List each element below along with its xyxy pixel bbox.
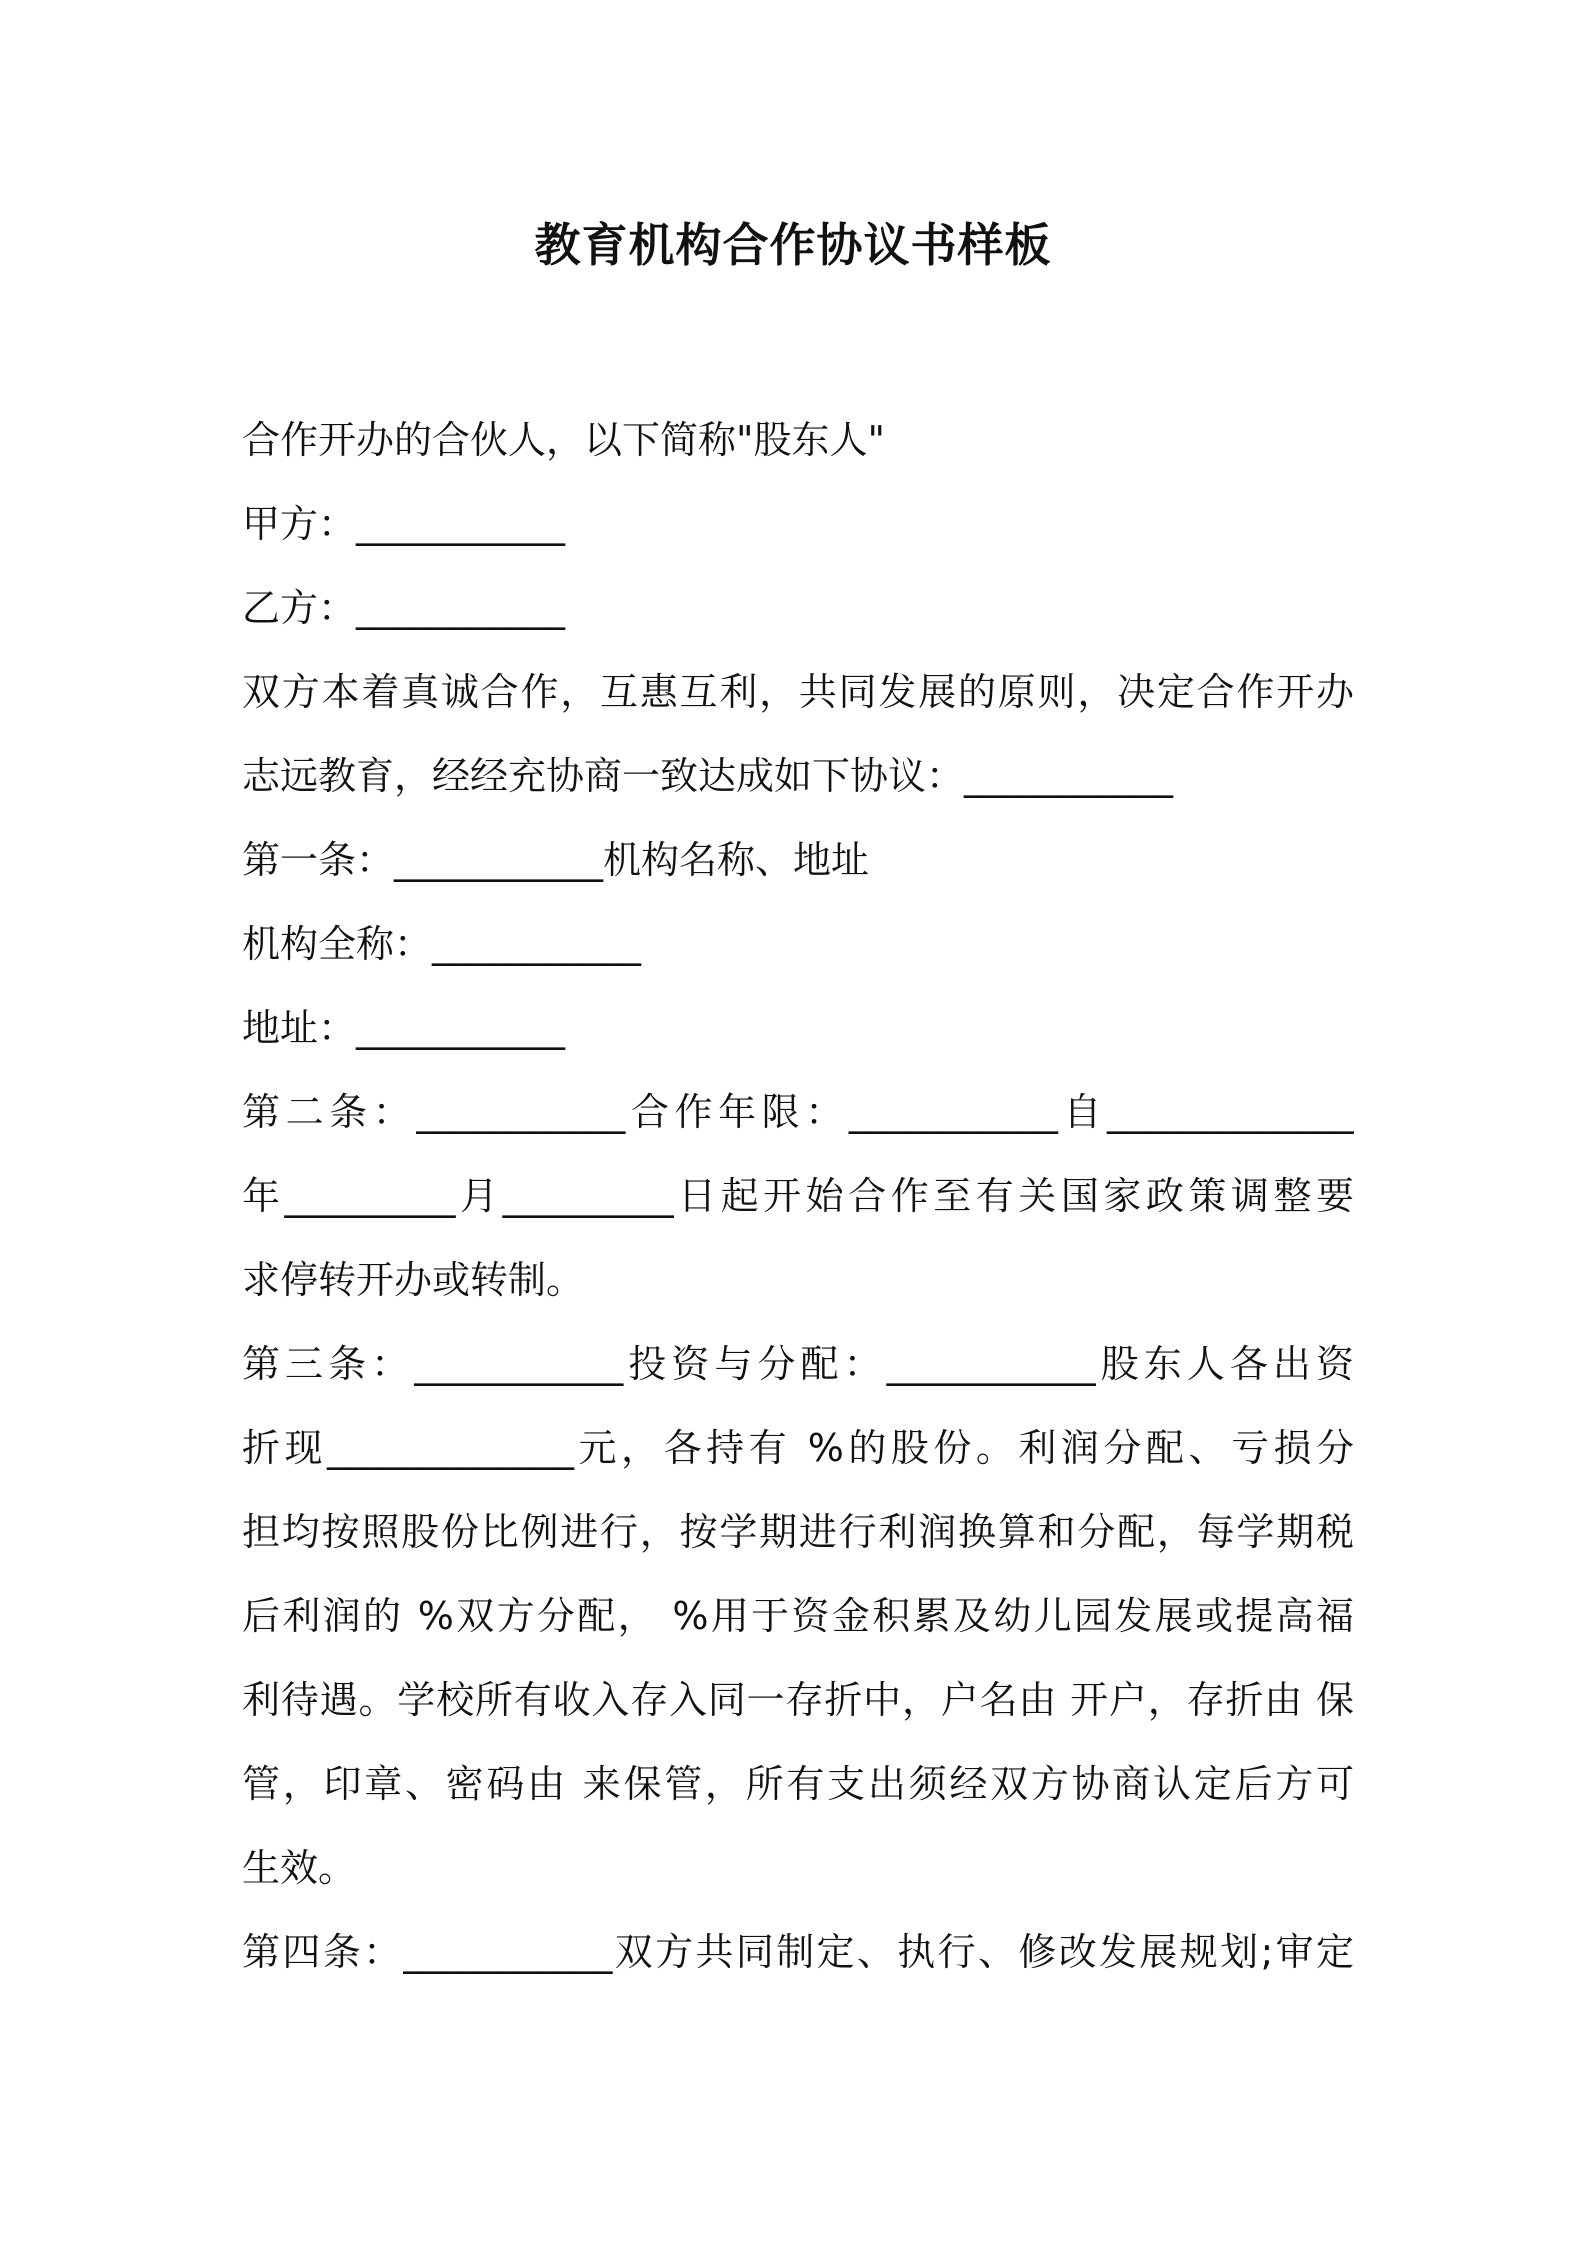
article-3-line: 后利润的 %双方分配， %用于资金积累及幼儿园发展或提高福 [242,1594,1354,1638]
intro-paragraph-line: 双方本着真诚合作，互惠互利，共同发展的原则，决定合作开办 [242,670,1354,714]
article-3-line: 生效。 [242,1846,357,1890]
document-body [242,398,1354,1994]
intro-paragraph-line: 志远教育，经经充协商一致达成如下协议：___________ [242,754,1174,798]
article-1-heading: 第一条：___________机构名称、地址 [242,838,870,882]
article-2-line: 第二条：___________合作年限：___________自_____________ [242,1090,1354,1134]
article-3-line: 利待遇。学校所有收入存入同一存折中，户名由 开户，存折由 保 [242,1678,1354,1722]
preamble-line: 合作开办的合伙人，以下简称"股东人" [242,418,885,462]
article-3-line: 管，印章、密码由 来保管，所有支出须经双方协商认定后方可 [242,1762,1354,1806]
address-line: 地址：___________ [242,1006,566,1050]
article-3-line: 第三条：___________投资与分配：___________股东人各出资 [242,1342,1354,1386]
document-title: 教育机构合作协议书样板 [534,218,1052,272]
article-3-line: 担均按照股份比例进行，按学期进行利润换算和分配，每学期税 [242,1510,1354,1554]
article-4-line: 第四条：___________双方共同制定、执行、修改发展规划;审定 [242,1930,1354,1974]
party-a-line: 甲方：___________ [242,502,566,546]
party-b-line: 乙方：___________ [242,586,566,630]
article-2-line: 年_________月_________日起开始合作至有关国家政策调整要 [242,1174,1354,1218]
article-2-line: 求停转开办或转制。 [242,1258,585,1302]
institution-name-line: 机构全称：___________ [242,922,642,966]
article-3-line: 折现_____________元，各持有 %的股份。利润分配、亏损分 [242,1426,1354,1470]
